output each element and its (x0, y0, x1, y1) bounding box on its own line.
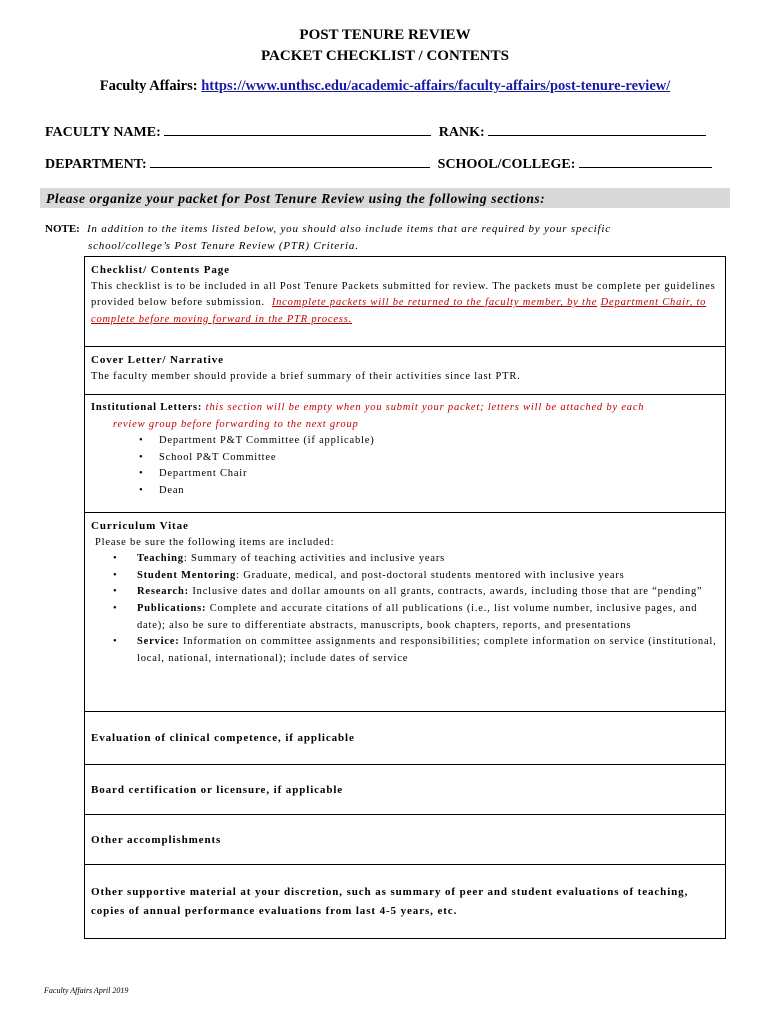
list-item: • Department P&T Committee (if applicable) (159, 433, 719, 450)
cover-letter-section (85, 347, 725, 395)
supportive-material-section (85, 865, 725, 938)
supportive-material-text: Other supportive material at your discretion, such as summary of peer and student evaluations of teaching, copies of annual performance evaluations from last 4-5 years, etc. (91, 886, 689, 917)
footer: Faculty Affairs April 2019 (44, 986, 129, 995)
cover-letter-heading: Cover Letter/ Narrative (91, 354, 224, 366)
note-text-2: school/college’s Post Tenure Review (PTR) Criteria. (88, 240, 359, 252)
cover-letter-text: The faculty member should provide a brief summary of their activities since last PTR. (91, 370, 521, 382)
faculty-name-label: FACULTY NAME: (45, 125, 161, 140)
list-item: • Student Mentoring: Graduate, medical, and post-doctoral students mentored with inclusive years (137, 568, 719, 585)
department-row (45, 155, 712, 173)
board-section: Board certification or licensure, if applicable (85, 765, 725, 815)
faculty-name-field[interactable] (164, 123, 431, 136)
note (45, 221, 685, 255)
note-text-1: In addition to the items listed below, you should also include items that are required by your specific (86, 223, 611, 235)
school-field[interactable] (579, 155, 712, 168)
institutional-letters-note-2: review group before forwarding to the next group (113, 418, 359, 430)
faculty-name-row (45, 123, 706, 141)
instructions-banner: Please organize your packet for Post Tenure Review using the following sections: (40, 188, 730, 208)
school-label: SCHOOL/COLLEGE: (437, 157, 576, 172)
note-label: NOTE: (45, 223, 80, 235)
checklist-table (84, 256, 726, 939)
checklist-section (85, 257, 725, 347)
page-title: POST TENURE REVIEW (299, 27, 471, 43)
list-item: • Department Chair (159, 466, 719, 483)
cv-section (85, 513, 725, 712)
cv-intro: Please be sure the following items are included: (95, 536, 335, 548)
clinical-section: Evaluation of clinical competence, if applicable (85, 712, 725, 765)
institutional-letters-note: this section will be empty when you submit your packet; letters will be attached by each (205, 402, 645, 413)
list-item: • Teaching: Summary of teaching activities and inclusive years (137, 551, 719, 568)
list-item: • Publications: Complete and accurate citations of all publications (i.e., list volume number, inclusive pages, and date); also be sure to differentiate abstracts, manuscripts, book chapters, reports, and presentations (137, 601, 719, 634)
faculty-affairs-label: Faculty Affairs: (99, 78, 202, 94)
list-item: • Dean (159, 483, 719, 500)
other-accomplishments-section: Other accomplishments (85, 815, 725, 865)
faculty-affairs-link[interactable]: https://www.unthsc.edu/academic-affairs/faculty-affairs/post-tenure-review/ (201, 78, 671, 94)
list-item: • Research: Inclusive dates and dollar amounts on all grants, contracts, awards, including those that are “pending” (137, 584, 719, 601)
cv-heading: Curriculum Vitae (91, 520, 189, 532)
incomplete-warning-cont: Department Chair, to complete before moving forward in the PTR process. (91, 297, 707, 325)
rank-field[interactable] (488, 123, 706, 136)
department-field[interactable] (150, 155, 430, 168)
list-item: • School P&T Committee (159, 450, 719, 467)
institutional-letters-heading: Institutional Letters: (91, 402, 203, 413)
list-item: • Service: Information on committee assignments and responsibilities; complete information on service (institutional, local, national, international); include dates of service (137, 634, 719, 667)
department-label: DEPARTMENT: (45, 157, 147, 172)
faculty-affairs-line (0, 78, 770, 95)
checklist-heading: Checklist/ Contents Page (91, 264, 230, 276)
checklist-text: This checklist is to be included in all Post Tenure Packets submitted for review. The packets must be complete per guidelines provided below before submission. Incomplete packets will be returned to the faculty member, by the Department Chair, to complete before moving forward in the PTR process. (91, 280, 716, 325)
page-subtitle: PACKET CHECKLIST / CONTENTS (261, 48, 509, 64)
institutional-letters-section (85, 395, 725, 513)
rank-label: RANK: (438, 125, 485, 140)
incomplete-warning: Incomplete packets will be returned to the faculty member, by the (271, 297, 598, 309)
